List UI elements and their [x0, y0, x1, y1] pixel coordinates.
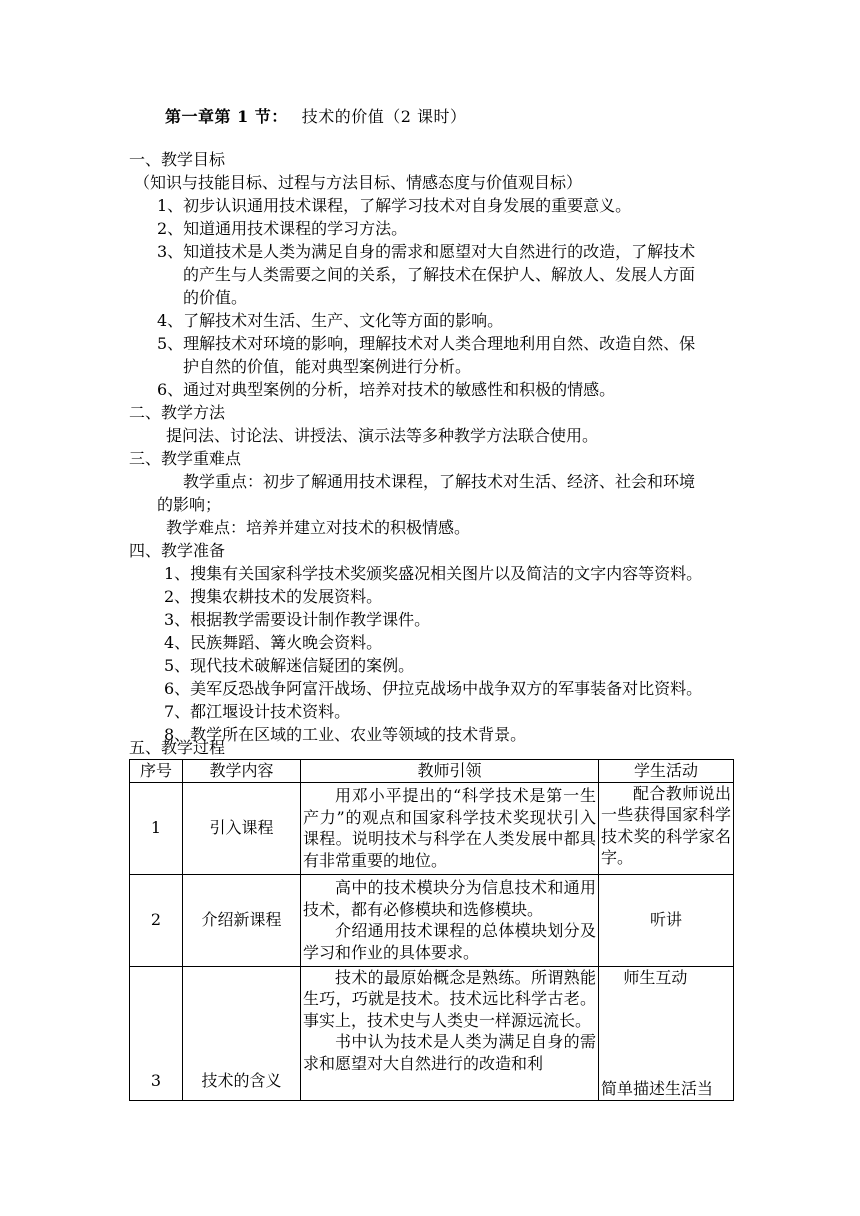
preparation-item: 4、民族舞蹈、篝火晚会资料。 [164, 633, 383, 652]
row-student-activity [599, 782, 734, 874]
objective-item-continued: 的价值。 [183, 288, 248, 307]
preparation-item: 6、美军反恐战争阿富汗战场、伊拉克战场中战争双方的军事装备对比资料。 [164, 679, 703, 698]
preparation-item: 3、根据教学需要设计制作教学课件。 [164, 610, 431, 629]
header-content: 教学内容 [183, 760, 301, 783]
objective-item-continued: 护自然的价值，能对典型案例进行分析。 [183, 357, 472, 376]
row-content: 介绍新课程 [183, 874, 301, 966]
row-student-activity: 听讲 [599, 874, 734, 966]
row-teacher-guidance [301, 874, 599, 966]
row-content: 引入课程 [183, 782, 301, 874]
table-row [130, 874, 734, 966]
objectives-subtitle: （知识与技能目标、过程与方法目标、情感态度与价值观目标） [134, 173, 583, 192]
student-paragraph: 简单描述生活当 [601, 1079, 714, 1098]
section-heading-objectives: 一、教学目标 [129, 150, 226, 169]
row-student-activity [599, 966, 734, 1100]
objective-item: 4、了解技术对生活、生产、文化等方面的影响。 [157, 311, 504, 330]
teacher-paragraph: 技术的最原始概念是熟练。所谓熟能生巧，巧就是技术。技术远比科学古老。事实上，技术史与人类史一样源远流长。 [303, 967, 596, 1030]
preparation-item: 5、现代技术破解迷信疑团的案例。 [164, 656, 415, 675]
student-paragraph: 师生互动 [623, 967, 688, 987]
table-row [130, 782, 734, 874]
row-teacher-guidance [301, 782, 599, 874]
key-point-text: 教学重点：初步了解通用技术课程，了解技术对生活、经济、社会和环境 [183, 472, 696, 491]
preparation-item: 8、教学所在区域的工业、农业等领域的技术背景。 [164, 725, 527, 744]
teaching-process-table [129, 759, 734, 1101]
objective-item: 3、知道技术是人类为满足自身的需求和愿望对大自然进行的改造，了解技术 [157, 242, 696, 261]
teacher-paragraph: 高中的技术模块分为信息技术和通用技术，都有必修模块和选修模块。 [303, 878, 596, 919]
objective-item: 1、初步认识通用技术课程，了解学习技术对自身发展的重要意义。 [157, 196, 632, 215]
table-row [130, 966, 734, 1100]
table-header-row [130, 760, 734, 783]
teacher-paragraph: 用邓小平提出的“科学技术是第一生产力”的观点和国家科学技术奖现状引入课程。说明技术与科学在人类发展中都具有非常重要的地位。 [303, 786, 596, 870]
key-point-text-continued: 的影响； [157, 495, 222, 514]
header-teacher: 教师引领 [301, 760, 599, 783]
preparation-item: 2、搜集农耕技术的发展资料。 [164, 587, 383, 606]
row-number: 2 [130, 874, 183, 966]
objective-item: 6、通过对典型案例的分析，培养对技术的敏感性和积极的情感。 [157, 380, 616, 399]
teacher-paragraph: 介绍通用技术课程的总体模块划分及学习和作业的具体要求。 [303, 921, 596, 962]
header-student: 学生活动 [599, 760, 734, 783]
preparation-item: 1、搜集有关国家科学技术奖颁奖盛况相关图片以及简洁的文字内容等资料。 [164, 564, 703, 583]
preparation-item: 7、都江堰设计技术资料。 [164, 702, 351, 721]
methods-body: 提问法、讨论法、讲授法、演示法等多种教学方法联合使用。 [166, 426, 599, 445]
objective-item: 5、理解技术对环境的影响，理解技术对人类合理地利用自然、改造自然、保 [157, 334, 696, 353]
teacher-paragraph: 书中认为技术是人类为满足自身的需求和愿望对大自然进行的改造和利 [303, 1032, 596, 1073]
objective-item-continued: 的产生与人类需要之间的关系，了解技术在保护人、解放人、发展人方面 [183, 265, 696, 284]
difficulty-text: 教学难点：培养并建立对技术的积极情感。 [166, 518, 471, 537]
row-number: 1 [130, 782, 183, 874]
lesson-title [165, 104, 467, 127]
section-heading-process: 五、教学过程 [129, 738, 226, 757]
objective-item: 2、知道通用技术课程的学习方法。 [157, 219, 408, 238]
lesson-title-topic: 技术的价值（2 课时） [301, 107, 467, 126]
section-heading-key-points: 三、教学重难点 [129, 449, 242, 468]
row-content: 技术的含义 [183, 966, 301, 1100]
section-heading-preparation: 四、教学准备 [129, 541, 226, 560]
lesson-title-chapter: 第一章第 1 节： [165, 107, 288, 126]
row-number: 3 [130, 966, 183, 1100]
section-heading-methods: 二、教学方法 [129, 403, 226, 422]
header-no: 序号 [130, 760, 183, 783]
student-paragraph: 配合教师说出一些获得国家科学技术奖的科学家名字。 [601, 783, 731, 867]
row-teacher-guidance [301, 966, 599, 1100]
